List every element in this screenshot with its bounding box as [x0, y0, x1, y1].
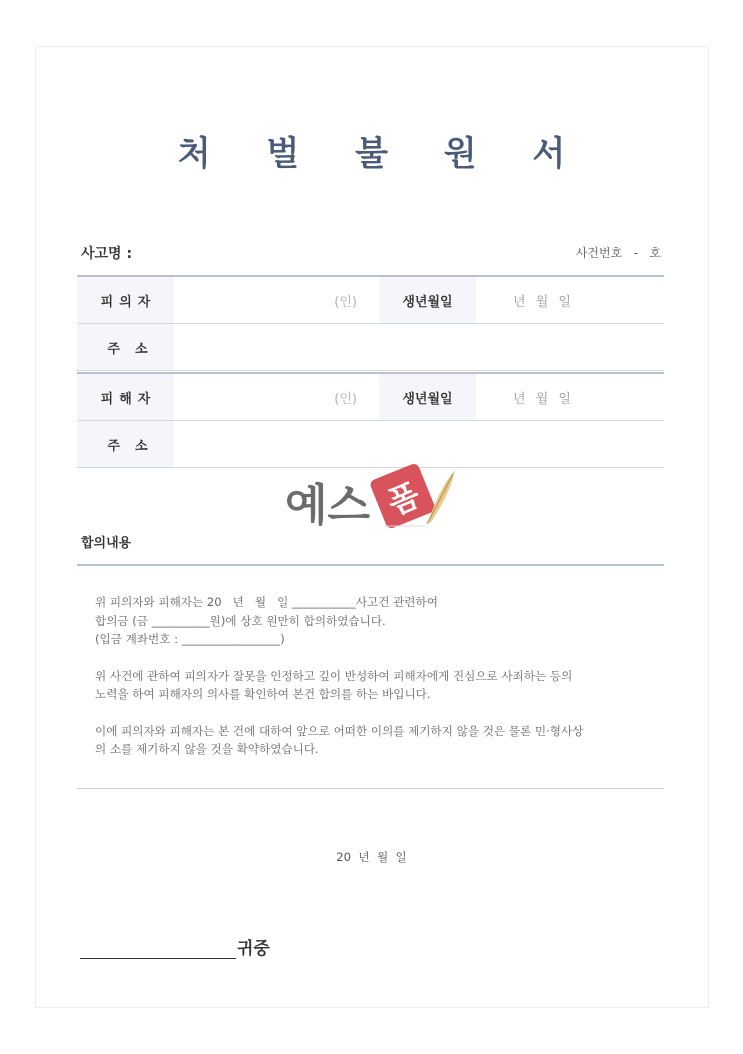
date-line: 20 년 월 일	[336, 850, 407, 864]
paragraph3-line1: 이에 피의자와 피해자는 본 건에 대하여 앞으로 어떠한 이의를 제기하지 않을 것은 물론 민·형사상	[95, 723, 584, 738]
suspect-seal[interactable]: (인)	[334, 294, 357, 310]
suspect-row	[77, 277, 664, 324]
agreement-content	[95, 593, 655, 759]
logo-badge-text: 폼	[382, 475, 426, 523]
paragraph2-line2: 노력을 하여 피해자의 의사를 확인하여 본건 합의를 하는 바입니다.	[95, 687, 431, 701]
victim-row	[77, 374, 664, 421]
content-title: 합의내용	[81, 536, 132, 551]
paragraph1-line2: 합의금 (금 __________원)에 상호 원만히 합의하였습니다.	[95, 613, 386, 628]
suspect-address-row	[77, 324, 664, 371]
victim-birth-label: 생년월일	[379, 374, 476, 420]
victim-birth-value[interactable]: 년 월 일	[513, 391, 574, 407]
document-title: 처 벌 불 원 서	[177, 134, 588, 174]
content-bottom-rule	[77, 788, 664, 789]
recipient-blank[interactable]	[80, 940, 236, 959]
suspect-table	[77, 275, 664, 371]
suspect-birth-value[interactable]: 년 월 일	[513, 294, 574, 310]
case-number-label: 사건번호 - 호	[575, 246, 661, 260]
victim-label: 피해자	[77, 374, 174, 420]
paragraph1-line3: (입금 계좌번호 : _________________)	[95, 632, 285, 646]
yesform-logo	[285, 462, 465, 532]
suspect-label: 피의자	[77, 277, 174, 323]
victim-address-field[interactable]	[174, 421, 664, 467]
paragraph2-line1: 위 사건에 관하여 피의자가 잘못을 인정하고 깊이 반성하여 피해자에게 진심으로 사죄하는 등의	[95, 668, 573, 683]
victim-seal[interactable]: (인)	[334, 391, 357, 407]
logo-gray-text: 예스	[285, 480, 371, 531]
paragraph3-line2: 의 소를 제기하지 않을 것을 확약하였습니다.	[95, 742, 319, 756]
recipient-line	[80, 934, 270, 959]
suspect-address-field[interactable]	[174, 324, 664, 370]
suspect-address-label: 주 소	[77, 324, 174, 370]
paragraph1-line1: 위 피의자와 피해자는 20 년 월 일 ___________사고건 관련하여	[95, 595, 438, 609]
recipient-suffix: 귀중	[237, 939, 270, 959]
suspect-birth-label: 생년월일	[379, 277, 476, 323]
victim-table	[77, 372, 664, 468]
victim-address-row	[77, 421, 664, 468]
victim-address-label: 주 소	[77, 421, 174, 467]
case-name-label: 사고명 :	[81, 246, 133, 262]
content-top-rule	[77, 564, 664, 566]
